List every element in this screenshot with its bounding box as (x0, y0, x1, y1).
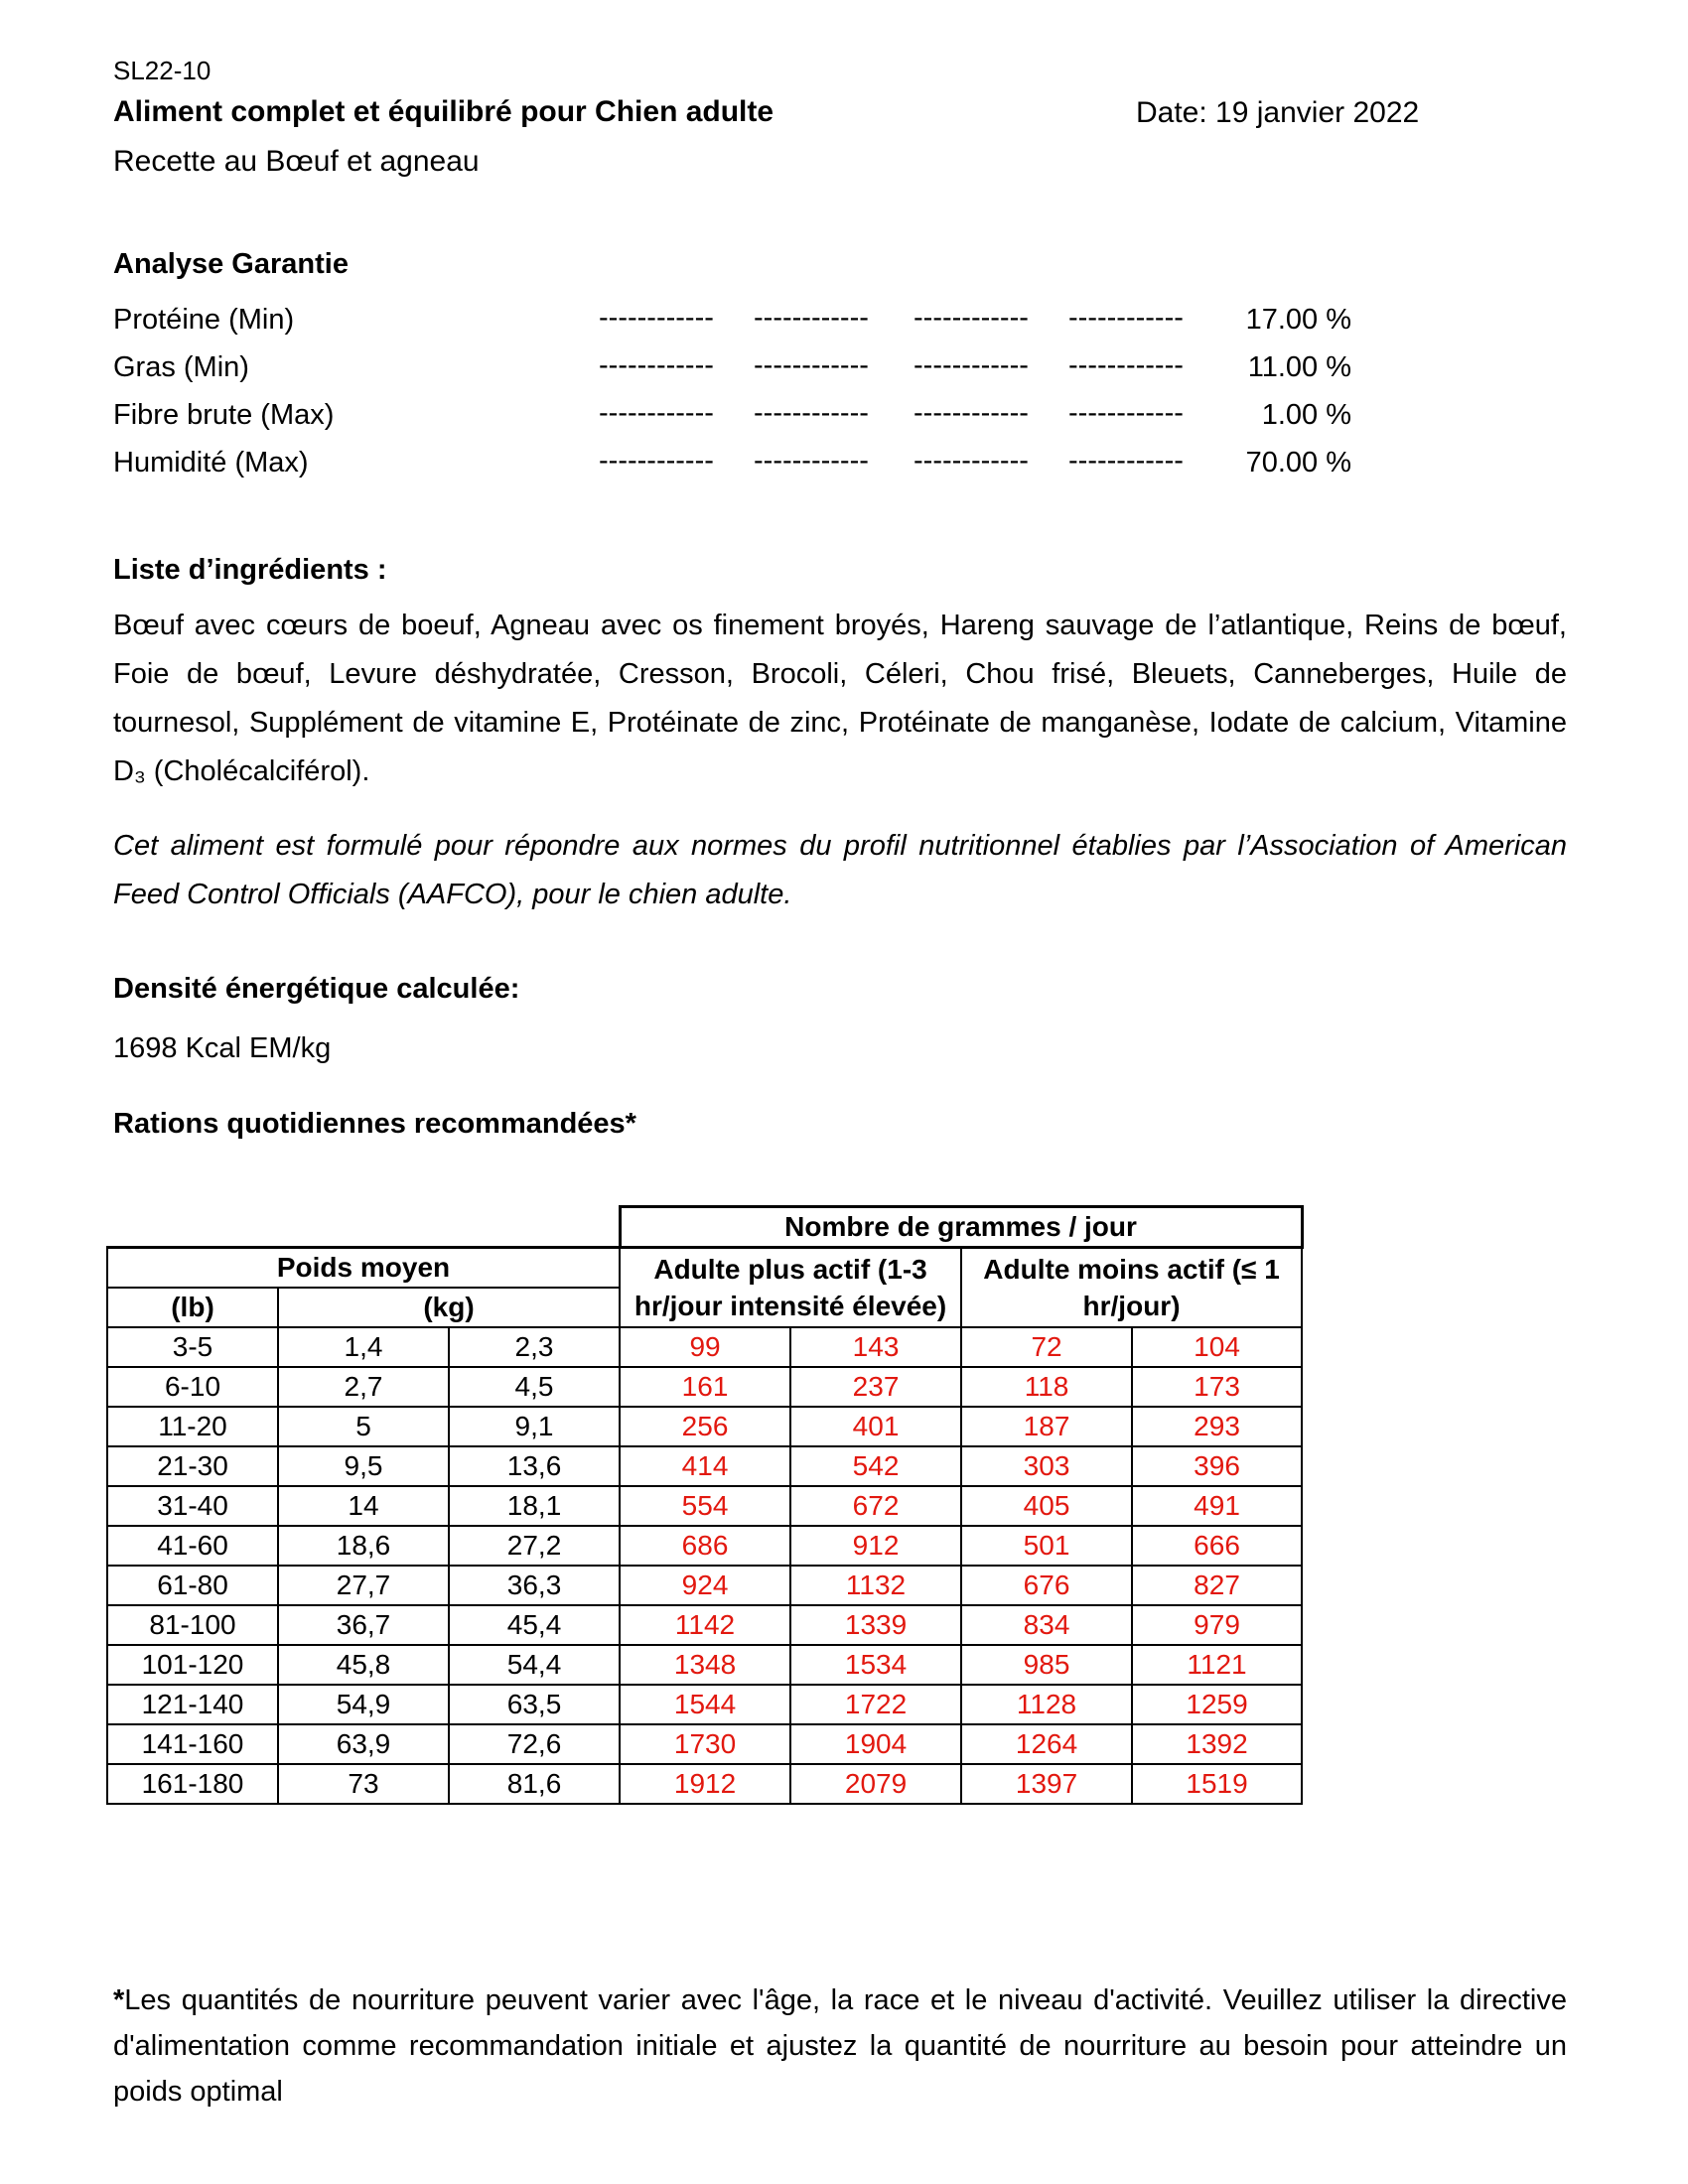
lb-range-cell: 11-20 (107, 1407, 278, 1446)
table-header-row-grams (107, 1207, 1302, 1248)
document-date: Date: 19 janvier 2022 (1136, 96, 1420, 129)
kg-value-cell: 9,5 (278, 1446, 449, 1486)
lb-range-cell: 31-40 (107, 1486, 278, 1526)
grams-value-cell: 827 (1132, 1566, 1302, 1605)
ration-row (107, 1605, 1302, 1645)
kg-value-cell: 45,4 (449, 1605, 620, 1645)
kg-value-cell: 63,5 (449, 1685, 620, 1724)
kg-value-cell: 73 (278, 1764, 449, 1804)
ration-table (106, 1205, 1304, 1805)
grams-value-cell: 924 (620, 1566, 790, 1605)
grams-value-cell: 1722 (790, 1685, 961, 1724)
kg-value-cell: 36,7 (278, 1605, 449, 1645)
analysis-value: 1.00 % (1261, 399, 1351, 431)
lb-range-cell: 61-80 (107, 1566, 278, 1605)
kg-value-cell: 2,7 (278, 1367, 449, 1407)
grams-value-cell: 256 (620, 1407, 790, 1446)
grams-value-cell: 143 (790, 1327, 961, 1367)
ration-row (107, 1367, 1302, 1407)
kg-value-cell: 18,6 (278, 1526, 449, 1566)
kg-value-cell: 13,6 (449, 1446, 620, 1486)
lb-range-cell: 41-60 (107, 1526, 278, 1566)
grams-value-cell: 1519 (1132, 1764, 1302, 1804)
grams-value-cell: 1264 (961, 1724, 1132, 1764)
lb-range-cell: 101-120 (107, 1645, 278, 1685)
grams-value-cell: 1121 (1132, 1645, 1302, 1685)
kg-value-cell: 54,9 (278, 1685, 449, 1724)
dash-leader: ------------ (599, 349, 714, 381)
dash-leader: ------------ (1068, 302, 1184, 334)
footnote (113, 1978, 1567, 2115)
dash-leader: ------------ (599, 445, 714, 477)
kg-value-cell: 45,8 (278, 1645, 449, 1685)
lb-header: (lb) (107, 1288, 278, 1327)
dash-leader: ------------ (1068, 349, 1184, 381)
ration-row (107, 1327, 1302, 1367)
grams-value-cell: 303 (961, 1446, 1132, 1486)
dash-leader: ------------ (914, 445, 1029, 477)
page-title: Aliment complet et équilibré pour Chien adulte (113, 95, 774, 128)
grams-value-cell: 912 (790, 1526, 961, 1566)
grams-value-cell: 672 (790, 1486, 961, 1526)
grams-value-cell: 118 (961, 1367, 1132, 1407)
less-active-header: Adulte moins actif (≤ 1 hr/jour) (961, 1248, 1302, 1328)
grams-value-cell: 1132 (790, 1566, 961, 1605)
analysis-value: 11.00 % (1247, 351, 1351, 383)
ration-table-body (107, 1327, 1302, 1804)
grams-value-cell: 173 (1132, 1367, 1302, 1407)
kg-value-cell: 5 (278, 1407, 449, 1446)
analysis-heading: Analyse Garantie (113, 248, 349, 280)
table-header-row-groups (107, 1248, 1302, 1289)
grams-value-cell: 99 (620, 1327, 790, 1367)
kg-value-cell: 72,6 (449, 1724, 620, 1764)
kg-value-cell: 36,3 (449, 1566, 620, 1605)
dash-leader: ------------ (754, 302, 869, 334)
lb-range-cell: 3-5 (107, 1327, 278, 1367)
lb-range-cell: 21-30 (107, 1446, 278, 1486)
grams-value-cell: 676 (961, 1566, 1132, 1605)
analysis-row-moisture (113, 447, 1569, 486)
energy-heading: Densité énergétique calculée: (113, 973, 520, 1005)
kg-value-cell: 1,4 (278, 1327, 449, 1367)
grams-per-day-header: Nombre de grammes / jour (620, 1207, 1302, 1248)
grams-value-cell: 1392 (1132, 1724, 1302, 1764)
grams-value-cell: 1912 (620, 1764, 790, 1804)
grams-value-cell: 1904 (790, 1724, 961, 1764)
grams-value-cell: 1128 (961, 1685, 1132, 1724)
lb-range-cell: 81-100 (107, 1605, 278, 1645)
analysis-value: 70.00 % (1245, 447, 1351, 478)
lb-range-cell: 161-180 (107, 1764, 278, 1804)
grams-value-cell: 72 (961, 1327, 1132, 1367)
grams-value-cell: 542 (790, 1446, 961, 1486)
energy-value: 1698 Kcal EM/kg (113, 1032, 332, 1064)
analysis-row-protein (113, 304, 1569, 343)
ingredients-heading: Liste d’ingrédients : (113, 554, 387, 586)
average-weight-header: Poids moyen (107, 1248, 620, 1289)
dash-leader: ------------ (599, 397, 714, 429)
grams-value-cell: 1534 (790, 1645, 961, 1685)
grams-value-cell: 293 (1132, 1407, 1302, 1446)
dash-leader: ------------ (754, 397, 869, 429)
footnote-asterisk: * (113, 1984, 125, 2016)
grams-value-cell: 1339 (790, 1605, 961, 1645)
grams-value-cell: 985 (961, 1645, 1132, 1685)
kg-value-cell: 54,4 (449, 1645, 620, 1685)
lb-range-cell: 141-160 (107, 1724, 278, 1764)
grams-value-cell: 1142 (620, 1605, 790, 1645)
kg-value-cell: 2,3 (449, 1327, 620, 1367)
title-row (113, 95, 1575, 135)
analysis-label: Gras (Min) (113, 351, 249, 383)
empty-corner-cell (107, 1207, 620, 1248)
grams-value-cell: 666 (1132, 1526, 1302, 1566)
grams-value-cell: 161 (620, 1367, 790, 1407)
aafco-note: Cet aliment est formulé pour répondre aux normes du profil nutritionnel établies par l’Association of American Feed Control Officials (AAFCO), pour le chien adulte. (113, 830, 1567, 910)
dash-leader: ------------ (599, 302, 714, 334)
grams-value-cell: 686 (620, 1526, 790, 1566)
lb-range-cell: 6-10 (107, 1367, 278, 1407)
ration-row (107, 1724, 1302, 1764)
grams-value-cell: 237 (790, 1367, 961, 1407)
grams-value-cell: 2079 (790, 1764, 961, 1804)
dash-leader: ------------ (914, 302, 1029, 334)
ration-row (107, 1446, 1302, 1486)
footnote-text: Les quantités de nourriture peuvent varier avec l'âge, la race et le niveau d'activité. Veuillez utiliser la directive d'alimentation comme recommandation initiale et ajustez la quantité de nourriture au besoin pour atteindre un poids optimal (113, 1984, 1567, 2108)
grams-value-cell: 979 (1132, 1605, 1302, 1645)
grams-value-cell: 491 (1132, 1486, 1302, 1526)
kg-value-cell: 9,1 (449, 1407, 620, 1446)
more-active-header: Adulte plus actif (1-3 hr/jour intensité élevée) (620, 1248, 961, 1328)
dash-leader: ------------ (754, 349, 869, 381)
dash-leader: ------------ (914, 349, 1029, 381)
kg-value-cell: 18,1 (449, 1486, 620, 1526)
analysis-label: Protéine (Min) (113, 304, 295, 336)
kg-value-cell: 27,2 (449, 1526, 620, 1566)
lb-range-cell: 121-140 (107, 1685, 278, 1724)
ration-row (107, 1566, 1302, 1605)
dash-leader: ------------ (754, 445, 869, 477)
kg-value-cell: 27,7 (278, 1566, 449, 1605)
grams-value-cell: 414 (620, 1446, 790, 1486)
analysis-value: 17.00 % (1245, 304, 1351, 336)
grams-value-cell: 1397 (961, 1764, 1132, 1804)
kg-value-cell: 63,9 (278, 1724, 449, 1764)
ration-row (107, 1764, 1302, 1804)
dash-leader: ------------ (1068, 445, 1184, 477)
analysis-label: Fibre brute (Max) (113, 399, 335, 431)
ration-row (107, 1645, 1302, 1685)
ration-row (107, 1685, 1302, 1724)
grams-value-cell: 1544 (620, 1685, 790, 1724)
kg-value-cell: 14 (278, 1486, 449, 1526)
recipe-subtitle: Recette au Bœuf et agneau (113, 145, 480, 178)
kg-value-cell: 4,5 (449, 1367, 620, 1407)
grams-value-cell: 396 (1132, 1446, 1302, 1486)
grams-value-cell: 187 (961, 1407, 1132, 1446)
kg-value-cell: 81,6 (449, 1764, 620, 1804)
analysis-label: Humidité (Max) (113, 447, 309, 478)
dash-leader: ------------ (914, 397, 1029, 429)
grams-value-cell: 401 (790, 1407, 961, 1446)
grams-value-cell: 1730 (620, 1724, 790, 1764)
grams-value-cell: 501 (961, 1526, 1132, 1566)
ingredients-paragraph: Bœuf avec cœurs de boeuf, Agneau avec os finement broyés, Hareng sauvage de l’atlantique, Reins de bœuf, Foie de bœuf, Levure déshydratée, Cresson, Brocoli, Céleri, Chou frisé, Bleuets, Canneberges, Huile de tournesol, Supplément de vitamine E, Protéinate de zinc, Protéinate de manganèse, Iodate de calcium, Vitamine D₃ (Cholécalciférol). (113, 610, 1567, 787)
ration-row (107, 1407, 1302, 1446)
grams-value-cell: 1348 (620, 1645, 790, 1685)
ration-row (107, 1486, 1302, 1526)
ration-row (107, 1526, 1302, 1566)
grams-value-cell: 834 (961, 1605, 1132, 1645)
grams-value-cell: 554 (620, 1486, 790, 1526)
analysis-row-fat (113, 351, 1569, 391)
kg-header: (kg) (278, 1288, 620, 1327)
grams-value-cell: 405 (961, 1486, 1132, 1526)
document-code: SL22-10 (113, 56, 211, 85)
rations-heading: Rations quotidiennes recommandées* (113, 1108, 636, 1140)
analysis-row-fiber (113, 399, 1569, 439)
grams-value-cell: 1259 (1132, 1685, 1302, 1724)
grams-value-cell: 104 (1132, 1327, 1302, 1367)
dash-leader: ------------ (1068, 397, 1184, 429)
